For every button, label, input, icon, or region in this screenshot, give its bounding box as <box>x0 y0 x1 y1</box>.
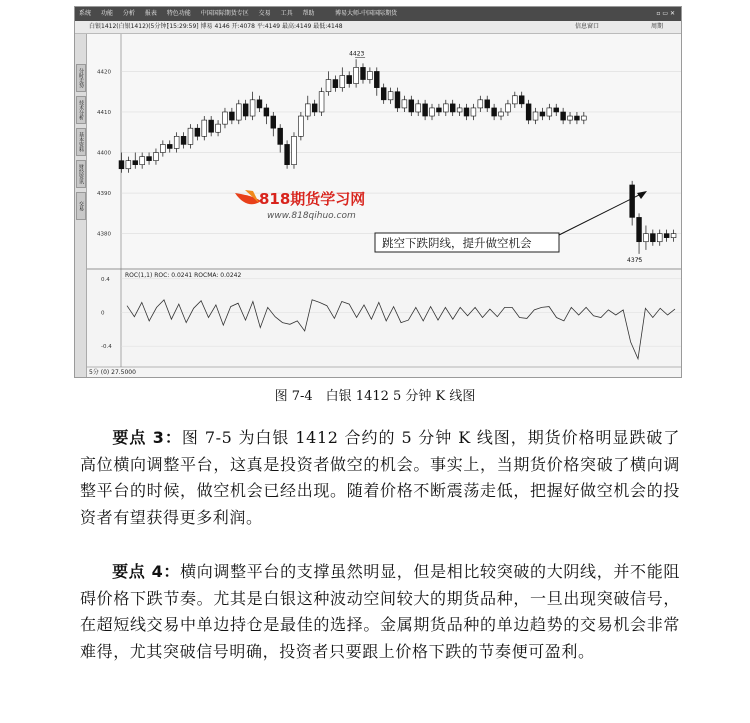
annotation-text: 跳空下跌阴线，提升做空机会 <box>382 236 532 250</box>
footer-status: 5分 (0) 27.5000 <box>89 369 136 376</box>
candle-up <box>478 100 483 108</box>
candle-up <box>581 116 586 120</box>
candle-down <box>492 108 497 116</box>
candle-up <box>202 120 207 136</box>
figure-caption: 图 7-4 白银 1412 5 分钟 K 线图 <box>274 389 476 404</box>
candle-up <box>126 161 131 169</box>
candle-down <box>630 185 635 217</box>
candle-down <box>395 92 400 108</box>
candle-down <box>485 100 490 108</box>
candle-up <box>216 124 221 132</box>
candle-up <box>388 92 393 100</box>
menu-item[interactable]: 分析 <box>122 10 135 17</box>
candle-down <box>575 116 580 120</box>
candle-down <box>409 100 414 112</box>
candle-up <box>298 116 303 136</box>
candle-up <box>305 104 310 116</box>
candle-up <box>174 136 179 148</box>
candle-down <box>650 234 655 242</box>
candle-up <box>568 116 573 120</box>
roc-line <box>127 300 675 359</box>
candle-down <box>278 128 283 144</box>
candle-down <box>664 234 669 238</box>
candle-down <box>312 104 317 112</box>
point-3-label: 要点 3： <box>112 428 182 447</box>
candle-up <box>223 112 228 124</box>
candle-down <box>464 108 469 116</box>
point-4-text: 横向调整平台的支撑虽然明显，但是相比较突破的大阴线，并不能阻碍价格下跌节奏。尤其是白银这种波动空间较大的期货品种，一旦出现突破信号，在超短线交易中单边持仓是最佳的选择。金属期货品种的单边趋势的交易机会非常难得，尤其突破信号明确，投资者只要跟上价格下跌的节奏便可盈利。 <box>80 562 680 661</box>
sidebar-tab[interactable]: 财经资讯 <box>76 160 86 188</box>
candle-up <box>354 67 359 83</box>
menu-item[interactable]: 交易 <box>258 10 271 17</box>
candle-up <box>292 136 297 164</box>
info-window-label[interactable]: 信息窗口 <box>575 23 600 30</box>
candle-down <box>119 161 124 169</box>
sidebar-tab[interactable]: 基本资料 <box>76 128 86 156</box>
candle-down <box>257 100 262 108</box>
menu-item[interactable]: 中国国际期货专区 <box>200 10 249 17</box>
paragraph-point-3 <box>80 425 680 531</box>
candle-down <box>285 144 290 164</box>
candle-down <box>554 108 559 112</box>
candle-up <box>512 96 517 104</box>
candle-down <box>209 120 214 132</box>
y-tick-label: 4410 <box>97 109 111 116</box>
candle-up <box>499 112 504 116</box>
quote-label: [15:29:59] 博易 4146 开:4078 平:4149 最高:4149 最低:4148 <box>167 23 343 30</box>
candle-down <box>347 75 352 83</box>
kline-chart <box>75 7 681 377</box>
candle-up <box>188 128 193 144</box>
menu-item[interactable]: 工具 <box>280 10 293 17</box>
candle-up <box>506 104 511 112</box>
candle-down <box>436 108 441 112</box>
indicator-header: ROC(1,1) ROC: 0.0241 ROCMA: 0.0242 <box>125 272 242 279</box>
candle-up <box>250 100 255 116</box>
candle-down <box>147 157 152 161</box>
candle-up <box>402 100 407 108</box>
candle-down <box>423 104 428 116</box>
candle-down <box>374 71 379 87</box>
point-4-label: 要点 4： <box>112 562 181 581</box>
candle-up <box>140 157 145 165</box>
candle-up <box>319 92 324 112</box>
candle-up <box>457 108 462 112</box>
contract-label: 白银1412(白银1412)(5分钟) <box>89 23 169 30</box>
indicator-tick-label: 0 <box>101 310 105 317</box>
candle-up <box>416 104 421 112</box>
menu-item[interactable]: 帮助 <box>302 10 315 17</box>
candle-down <box>133 161 138 165</box>
candle-up <box>236 104 241 120</box>
watermark-url: www.818qihuo.com <box>267 211 356 221</box>
y-tick-label: 4400 <box>97 150 111 157</box>
candle-up <box>154 153 159 161</box>
paragraph-point-4 <box>80 559 680 665</box>
window-title: 博易大师-中国国际期货 <box>335 10 398 17</box>
candle-down <box>229 112 234 120</box>
candle-down <box>195 128 200 136</box>
candle-down <box>361 67 366 79</box>
candle-down <box>526 104 531 120</box>
y-tick-label: 4390 <box>97 191 111 198</box>
period-label[interactable]: 周期 <box>651 23 664 30</box>
menu-item[interactable]: 报表 <box>144 10 157 17</box>
candle-up <box>160 144 165 152</box>
menu-item[interactable]: 系统 <box>79 10 92 17</box>
candle-up <box>471 108 476 116</box>
indicator-tick-label: 0.4 <box>101 276 110 283</box>
candle-down <box>381 88 386 100</box>
candle-down <box>243 104 248 116</box>
candle-up <box>657 234 662 242</box>
candle-down <box>271 116 276 128</box>
candle-down <box>561 112 566 120</box>
candle-up <box>326 80 331 92</box>
candle-down <box>450 104 455 112</box>
high-price-label: 4423 <box>349 50 365 58</box>
candle-down <box>519 96 524 104</box>
sidebar-tab[interactable]: 交易 <box>76 192 86 220</box>
watermark-brand: 818期货学习网 <box>259 190 366 208</box>
sidebar-tab[interactable]: 技术分析 <box>76 96 86 124</box>
y-tick-label: 4420 <box>97 69 111 76</box>
candle-down <box>540 112 545 116</box>
candle-up <box>367 71 372 79</box>
candle-down <box>264 108 269 116</box>
menu-item[interactable]: 功能 <box>100 10 113 17</box>
indicator-ticks <box>101 277 681 350</box>
candle-down <box>181 136 186 144</box>
candle-up <box>443 104 448 112</box>
candle-up <box>533 112 538 120</box>
window-controls[interactable]: ▫ ▭ ✕ <box>656 10 675 17</box>
sidebar-tab[interactable]: 分时走势 <box>76 64 86 92</box>
candle-up <box>430 108 435 116</box>
point-3-text: 图 7-5 为白银 1412 合约的 5 分钟 K 线图，期货价格明显跌破了高位横向调整平台，这真是投资者做空的机会。事实上，当期货价格突破了横向调整平台的时候，做空机会已经出现。随着价格不断震荡走低，把握好做空机会的投资者有望获得更多利润。 <box>80 428 680 527</box>
menu-item[interactable]: 特色功能 <box>166 10 191 17</box>
candle-up <box>671 234 676 238</box>
candle-up <box>547 108 552 116</box>
low-price-label: 4375 <box>627 256 643 264</box>
y-tick-label: 4380 <box>97 231 111 238</box>
candle-down <box>333 80 338 88</box>
candle-down <box>637 217 642 241</box>
indicator-tick-label: -0.4 <box>101 344 112 351</box>
candle-up <box>340 75 345 87</box>
chart-screenshot <box>74 6 682 378</box>
candle-up <box>644 234 649 242</box>
candle-down <box>167 144 172 148</box>
